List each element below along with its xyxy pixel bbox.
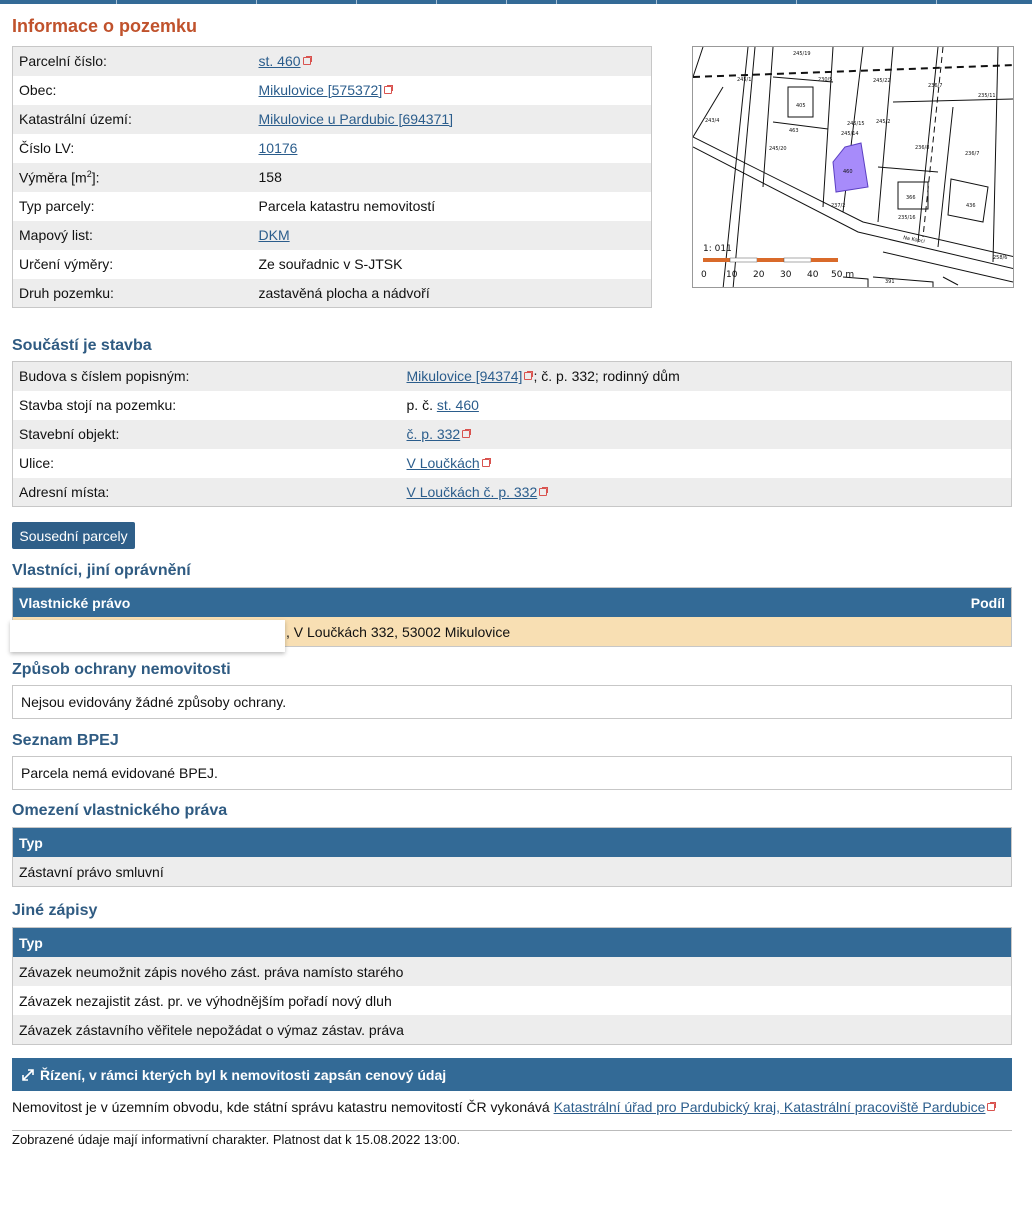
svg-text:235/16: 235/16 xyxy=(898,215,916,221)
external-link-icon xyxy=(384,85,393,94)
protection-section-title: Způsob ochrany nemovitosti xyxy=(12,661,231,678)
table-row xyxy=(13,250,652,279)
ownership-column-header: Vlastnické právo xyxy=(19,594,131,611)
bpej-text: Parcela nemá evidované BPEJ. xyxy=(21,765,218,781)
svg-text:258/6: 258/6 xyxy=(993,255,1008,261)
row-label: Budova s číslem popisným: xyxy=(13,362,401,391)
table-row xyxy=(13,221,652,250)
row-value xyxy=(253,76,652,105)
protection-box xyxy=(12,685,1012,719)
top-navigation-bar xyxy=(0,0,1032,4)
svg-text:405: 405 xyxy=(796,103,806,109)
svg-text:235/11: 235/11 xyxy=(978,93,996,99)
table-row xyxy=(13,134,652,163)
municipality-link[interactable]: Mikulovice [575372] xyxy=(258,82,383,98)
row-label: Určení výměry: xyxy=(13,250,253,279)
svg-text:436: 436 xyxy=(966,203,976,209)
svg-text:230/5: 230/5 xyxy=(818,77,833,83)
table-row xyxy=(13,478,1012,507)
svg-text:245/19: 245/19 xyxy=(793,51,811,57)
row-label: Ulice: xyxy=(13,449,401,478)
neighbor-parcels-button[interactable]: Sousední parcely xyxy=(12,522,135,549)
table-row xyxy=(13,391,1012,420)
other-entries-section-title: Jiné zápisy xyxy=(12,902,98,919)
row-value xyxy=(253,105,652,134)
row-label: Druh pozemku: xyxy=(13,279,253,308)
row-value xyxy=(401,478,1012,507)
svg-text:20: 20 xyxy=(753,270,765,280)
external-link-icon xyxy=(482,458,491,467)
svg-text:Na Kopci: Na Kopci xyxy=(902,235,926,245)
row-label: Výměra $[m^2]$: xyxy=(13,163,253,192)
building-section-title: Součástí je stavba xyxy=(12,337,152,354)
bpej-box xyxy=(12,756,1012,790)
building-object-link[interactable]: č. p. 332 xyxy=(406,426,461,442)
address-point-link[interactable]: V Loučkách č. p. 332 xyxy=(406,483,538,500)
restrictions-section-title: Omezení vlastnického práva xyxy=(12,802,228,819)
table-row: Zástavní právo smluvní xyxy=(13,857,1011,886)
type-column-header: Typ xyxy=(19,934,43,951)
external-link-icon xyxy=(539,487,548,496)
price-proceedings-label: Řízení, v rámci kterých byl k nemovitosti zapsán cenový údaj xyxy=(40,1066,447,1083)
row-label: Adresní místa: xyxy=(13,478,401,507)
row-value: zastavěná plocha a nádvoří xyxy=(253,279,652,308)
row-value xyxy=(253,134,652,163)
row-value xyxy=(253,47,652,76)
table-row: Závazek nezajistit zást. pr. ve výhodnějším pořadí nový dluh xyxy=(13,986,1011,1015)
external-link-icon xyxy=(987,1102,996,1111)
svg-text:391: 391 xyxy=(885,279,895,285)
svg-text:245/1: 245/1 xyxy=(737,77,752,83)
row-label: Typ parcely: xyxy=(13,192,253,221)
svg-text:243/4: 243/4 xyxy=(705,118,720,124)
svg-text:30: 30 xyxy=(780,270,792,280)
svg-text:245/14: 245/14 xyxy=(841,131,859,137)
table-row: Závazek zástavního věřitele nepožádat o výmaz zástav. práva xyxy=(13,1015,1011,1044)
owners-table-header xyxy=(13,588,1011,617)
row-label: Parcelní číslo: xyxy=(13,47,253,76)
protection-text: Nejsou evidovány žádné způsoby ochrany. xyxy=(21,694,287,710)
external-link-icon xyxy=(303,56,312,65)
table-row xyxy=(13,279,652,308)
table-row xyxy=(13,163,652,192)
row-label: Obec: xyxy=(13,76,253,105)
cadastral-area-link[interactable]: Mikulovice u Pardubic [694371] xyxy=(258,111,454,127)
share-column-header: Podíl xyxy=(970,594,1005,611)
owner-address: , V Loučkách 332, 53002 Mikulovice xyxy=(286,623,511,640)
cadastral-office-info: Nemovitost je v územním obvodu, kde státní správu katastru nemovitostí ČR vykonává Katastrální úřad pro Pardubický kraj, Katastrální pracoviště Pardubice xyxy=(12,1099,996,1115)
svg-text:236/7: 236/7 xyxy=(928,83,943,89)
row-label: Číslo LV: xyxy=(13,134,253,163)
parcel-number-link[interactable]: st. 460 xyxy=(258,53,301,70)
svg-text:245/15: 245/15 xyxy=(847,121,865,127)
svg-text:245/22: 245/22 xyxy=(873,78,891,84)
cadastral-map[interactable] xyxy=(692,46,1014,288)
table-row xyxy=(13,192,652,221)
row-label: Mapový list: xyxy=(13,221,253,250)
redacted-owner-name xyxy=(10,620,285,652)
svg-text:460: 460 xyxy=(843,169,853,175)
cadastral-office-link[interactable]: Katastrální úřad pro Pardubický kraj, Katastrální pracoviště Pardubice xyxy=(553,1099,986,1115)
owners-section-title: Vlastníci, jiní oprávnění xyxy=(12,562,191,579)
row-value: Ze souřadnic v S-JTSK xyxy=(253,250,652,279)
svg-text:40: 40 xyxy=(807,270,819,280)
row-label: Katastrální území: xyxy=(13,105,253,134)
building-table xyxy=(12,361,1012,507)
svg-text:366: 366 xyxy=(906,195,916,201)
svg-text:236/7: 236/7 xyxy=(965,151,980,157)
row-value xyxy=(401,449,1012,478)
bpej-section-title: Seznam BPEJ xyxy=(12,732,119,749)
row-value: Mikulovice [94374] ; č. p. 332; rodinný dům xyxy=(401,362,1012,391)
row-value: p. č. st. 460 xyxy=(401,391,1012,420)
map-drawing xyxy=(693,47,1014,288)
map-sheet-link[interactable]: DKM xyxy=(258,227,290,243)
row-label: Stavební objekt: xyxy=(13,420,401,449)
svg-text:1: 011: 1: 011 xyxy=(703,244,732,254)
svg-text:237/2: 237/2 xyxy=(831,203,846,209)
other-entries-table-header xyxy=(13,928,1011,957)
other-entries-table xyxy=(12,927,1012,1045)
svg-text:463: 463 xyxy=(789,128,799,134)
table-row xyxy=(13,420,1012,449)
external-link-icon xyxy=(462,429,471,438)
street-link[interactable]: V Loučkách xyxy=(406,455,480,471)
svg-text:245/2: 245/2 xyxy=(876,119,891,125)
map-scale-bar xyxy=(701,244,854,280)
table-row xyxy=(13,449,1012,478)
svg-text:0: 0 xyxy=(701,270,707,280)
building-municipality-link[interactable]: Mikulovice [94374] xyxy=(406,368,523,385)
table-row xyxy=(13,105,652,134)
row-value: Parcela katastru nemovitostí xyxy=(253,192,652,221)
price-proceedings-toggle[interactable] xyxy=(12,1058,1012,1091)
svg-text:245/20: 245/20 xyxy=(769,146,787,152)
divider xyxy=(12,1130,1012,1131)
page-title: Informace o pozemku xyxy=(12,16,198,36)
building-parcel-link[interactable]: st. 460 xyxy=(436,397,479,413)
lv-number-link[interactable]: 10176 xyxy=(258,140,298,156)
svg-text:50 m: 50 m xyxy=(831,270,855,280)
table-row xyxy=(13,47,652,76)
data-validity-footer: Zobrazené údaje mají informativní charakter. Platnost dat k 15.08.2022 13:00. xyxy=(12,1132,461,1147)
restrictions-table xyxy=(12,827,1012,887)
row-value: 158 xyxy=(253,163,652,192)
external-link-icon xyxy=(524,371,533,380)
row-value xyxy=(401,420,1012,449)
highlighted-parcel xyxy=(833,143,868,192)
row-label: Stavba stojí na pozemku: xyxy=(13,391,401,420)
table-row xyxy=(13,362,1012,391)
type-column-header: Typ xyxy=(19,834,43,851)
svg-text:236/8: 236/8 xyxy=(915,145,930,151)
parcel-info-table xyxy=(12,46,652,308)
table-row: Závazek neumožnit zápis nového zást. práva namísto starého xyxy=(13,957,1011,986)
restrictions-table-header xyxy=(13,828,1011,857)
svg-text:10: 10 xyxy=(726,270,738,280)
row-value xyxy=(253,221,652,250)
table-row xyxy=(13,76,652,105)
expand-arrows-icon xyxy=(22,1069,34,1081)
